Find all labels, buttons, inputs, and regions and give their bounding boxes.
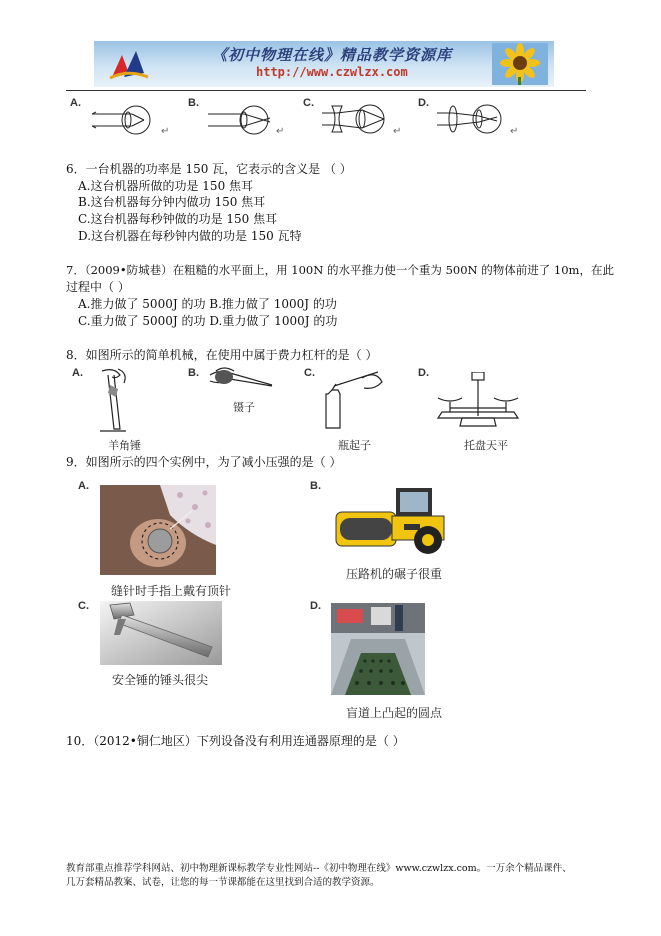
q7-options-line1: A.推力做了 5000J 的功 B.推力做了 1000J 的功 [78, 297, 337, 311]
banner-url[interactable]: http://www.czwlzx.com [256, 65, 408, 79]
q6-stem: 6．一台机器的功率是 150 瓦，它表示的含义是 （ ） [66, 162, 352, 176]
q8-option-b-letter: B. [188, 367, 199, 379]
balance-scale-icon [432, 372, 524, 430]
q8-caption-b: 镊子 [233, 401, 255, 414]
tweezers-icon [206, 365, 276, 395]
site-logo-icon [106, 47, 152, 81]
q5-option-a-letter: A. [70, 97, 81, 109]
road-roller-photo [332, 484, 450, 558]
page-footer [66, 862, 596, 890]
eye-diagram-c-icon [322, 102, 392, 136]
banner-title: 《初中物理在线》精品教学资源库 [212, 46, 453, 64]
q8-option-d-letter: D. [418, 367, 429, 379]
eye-diagram-d-icon [437, 102, 509, 136]
q8-caption-a: 羊角锤 [108, 439, 141, 452]
bottle-opener-icon [318, 368, 386, 430]
q9-caption-c: 安全锤的锤头很尖 [112, 673, 209, 687]
q8-option-c-letter: C. [304, 367, 315, 379]
safety-hammer-photo [100, 601, 222, 665]
q7-stem-line1: 7．（2009•防城巷）在粗糙的水平面上，用 100N 的水平推力使一个重为 500N 的物体前进了 10m，在此 [66, 263, 614, 277]
q5-option-c-letter: C. [303, 97, 314, 109]
sunflower-icon [492, 43, 548, 85]
q6-option-d: D.这台机器在每秒钟内做的功是 150 瓦特 [78, 229, 302, 243]
q8-option-a-letter: A. [72, 367, 83, 379]
thimble-photo [100, 485, 216, 575]
q6-option-c: C.这台机器每秒钟做的功是 150 焦耳 [78, 212, 278, 226]
q9-caption-b: 压路机的碾子很重 [346, 567, 443, 581]
q5-option-b-letter: B. [188, 97, 199, 109]
q7-options-line2: C.重力做了 5000J 的功 D.重力做了 1000J 的功 [78, 314, 338, 328]
claw-hammer-icon [94, 367, 134, 437]
q9-option-d-letter: D. [310, 600, 321, 612]
q6-option-a: A.这台机器所做的功是 150 焦耳 [78, 179, 254, 193]
q8-stem: 8．如图所示的简单机械，在使用中属于费力杠杆的是（ ） [66, 348, 378, 362]
header-divider [66, 90, 586, 91]
q8-caption-c: 瓶起子 [338, 439, 371, 452]
q7-stem-line2: 过程中（ ） [66, 280, 130, 294]
q9-caption-d: 盲道上凸起的圆点 [346, 706, 443, 720]
tactile-paving-icon [331, 603, 425, 695]
footer-line-2: 几万套精品教案、试卷，让您的每一节课都能在这里找到合适的教学资源。 [66, 877, 380, 888]
eye-diagram-b-icon [208, 104, 276, 136]
q9-stem: 9．如图所示的四个实例中，为了减小压强的是（ ） [66, 455, 342, 469]
q10-stem: 10．（2012•铜仁地区）下列设备没有利用连通器原理的是（ ） [66, 734, 405, 748]
eye-diagram-a-icon [92, 104, 160, 136]
thimble-sewing-icon [100, 485, 216, 575]
q5-option-d-letter: D. [418, 97, 429, 109]
footer-line-1: 教育部重点推荐学科网站、初中物理新课标教学专业性网站--《初中物理在线》www.czwlzx.com。一万余个精品课件、 [66, 863, 572, 874]
q9-option-c-letter: C. [78, 600, 89, 612]
road-roller-icon [332, 484, 450, 558]
tactile-paving-photo [331, 603, 425, 695]
q9-option-b-letter: B. [310, 480, 321, 492]
q9-option-a-letter: A. [78, 480, 89, 492]
q6-option-b: B.这台机器每分钟内做功 150 焦耳 [78, 195, 266, 209]
q9-caption-a: 缝针时手指上戴有顶针 [111, 584, 232, 598]
q8-caption-d: 托盘天平 [464, 439, 508, 452]
header-banner [94, 41, 554, 87]
safety-hammer-icon [100, 601, 222, 665]
